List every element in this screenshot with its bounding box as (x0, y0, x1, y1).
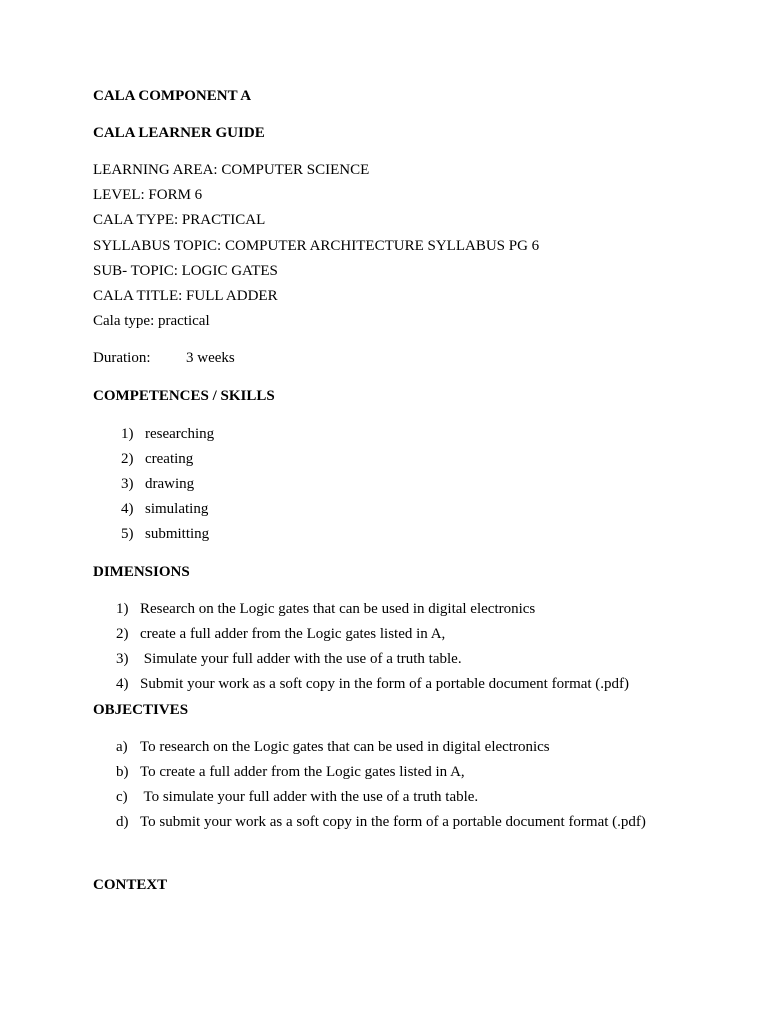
list-item-text: submitting (145, 526, 210, 542)
list-item-text: To research on the Logic gates that can be used in digital electronics (140, 739, 550, 755)
list-marker: 4) (116, 676, 129, 692)
list-item-text: researching (145, 426, 215, 442)
list-item-text: simulating (145, 501, 209, 517)
list-marker: 1) (121, 426, 134, 442)
cala-type-lower: Cala type: practical (93, 313, 210, 329)
list-item-text: Research on the Logic gates that can be used in digital electronics (140, 601, 536, 617)
list-marker: 3) (116, 651, 129, 667)
list-item-text: create a full adder from the Logic gates listed in A, (140, 626, 446, 642)
list-marker: 2) (116, 626, 129, 642)
list-item-text: To create a full adder from the Logic gates listed in A, (140, 764, 465, 780)
list-item-text: To simulate your full adder with the use of a truth table. (140, 789, 479, 805)
list-item-text: creating (145, 451, 194, 467)
list-item-text: Submit your work as a soft copy in the form of a portable document format (.pdf) (140, 676, 630, 692)
dimensions-heading: DIMENSIONS (93, 564, 190, 580)
heading-learner-guide: CALA LEARNER GUIDE (93, 125, 265, 141)
objectives-heading: OBJECTIVES (93, 702, 189, 718)
heading-cala-component: CALA COMPONENT A (93, 88, 252, 104)
syllabus-topic: SYLLABUS TOPIC: COMPUTER ARCHITECTURE SYLLABUS PG 6 (93, 238, 540, 254)
list-item-text: drawing (145, 476, 195, 492)
list-marker: c) (116, 789, 128, 805)
list-marker: 5) (121, 526, 134, 542)
cala-title: CALA TITLE: FULL ADDER (93, 288, 278, 304)
list-marker: d) (116, 814, 129, 830)
sub-topic: SUB- TOPIC: LOGIC GATES (93, 263, 278, 279)
list-marker: 4) (121, 501, 134, 517)
level: LEVEL: FORM 6 (93, 187, 203, 203)
competences-heading: COMPETENCES / SKILLS (93, 388, 275, 404)
context-heading: CONTEXT (93, 877, 168, 893)
list-marker: 3) (121, 476, 134, 492)
learning-area: LEARNING AREA: COMPUTER SCIENCE (93, 162, 370, 178)
list-marker: b) (116, 764, 129, 780)
list-marker: 1) (116, 601, 129, 617)
list-item-text: To submit your work as a soft copy in the form of a portable document format (.pdf) (140, 814, 646, 830)
list-item-text: Simulate your full adder with the use of a truth table. (140, 651, 462, 667)
list-marker: 2) (121, 451, 134, 467)
cala-type-upper: CALA TYPE: PRACTICAL (93, 212, 266, 228)
duration-label: Duration: (93, 350, 151, 366)
duration-value: 3 weeks (186, 350, 235, 366)
list-marker: a) (116, 739, 128, 755)
